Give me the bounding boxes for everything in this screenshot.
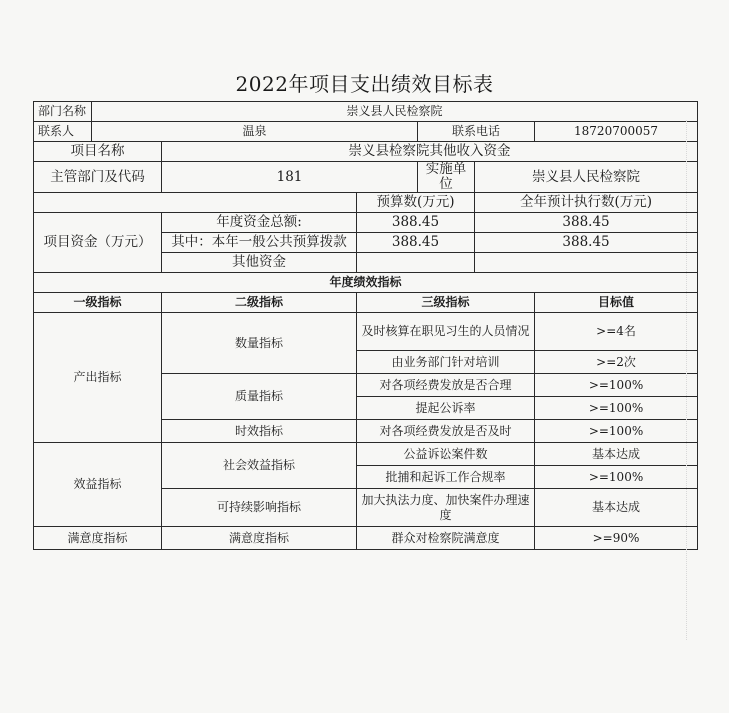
other-exec [475,253,698,273]
sustain-item-1: 加大执法力度、加快案件办理速度 [357,489,535,527]
social-item-1-target: 基本达成 [535,443,698,466]
output-level1: 产出指标 [34,313,162,443]
benefit-level1: 效益指标 [34,443,162,527]
quality-item-1-target: >=100% [535,374,698,397]
quality-item-1: 对各项经费发放是否合理 [357,374,535,397]
impl-value: 崇义县人民检察院 [475,162,698,193]
other-label: 其他资金 [162,253,357,273]
general-label: 其中：本年一般公共预算拨款 [162,233,357,253]
quality-item-2: 提起公诉率 [357,397,535,420]
quantity-item-1-target: >=4名 [535,313,698,351]
general-budget: 388.45 [357,233,475,253]
social-item-2: 批捕和起诉工作合规率 [357,466,535,489]
header-level3: 三级指标 [357,293,535,313]
timeliness-item-1-target: >=100% [535,420,698,443]
phone-value: 18720700057 [535,122,698,142]
timeliness-level2: 时效指标 [162,420,357,443]
satisfaction-level1: 满意度指标 [34,527,162,550]
satisfaction-level2: 满意度指标 [162,527,357,550]
page-title: 2022年项目支出绩效目标表 [235,72,494,96]
phone-label: 联系电话 [418,122,535,142]
row-satisfaction [34,527,698,550]
dept-value: 崇义县人民检察院 [92,102,698,122]
social-item-2-target: >=100% [535,466,698,489]
row-dept [34,102,698,122]
social-level2: 社会效益指标 [162,443,357,489]
performance-goal-table [33,101,698,550]
satisfaction-item-1: 群众对检察院满意度 [357,527,535,550]
general-exec: 388.45 [475,233,698,253]
quality-level2: 质量指标 [162,374,357,420]
row-output-q1 [34,313,698,351]
row-section-title [34,273,698,293]
row-benefit-s1 [34,443,698,466]
contact-value: 温泉 [92,122,418,142]
total-budget: 388.45 [357,213,475,233]
quantity-level2: 数量指标 [162,313,357,374]
quantity-item-1: 及时核算在职见习生的人员情况 [357,313,535,351]
quantity-item-2: 由业务部门针对培训 [357,351,535,374]
row-authority [34,162,698,193]
header-level2: 二级指标 [162,293,357,313]
sustain-level2: 可持续影响指标 [162,489,357,527]
social-item-1: 公益诉讼案件数 [357,443,535,466]
budget-col-header: 预算数(万元) [357,193,475,213]
project-label: 项目名称 [34,142,162,162]
row-project [34,142,698,162]
authority-label: 主管部门及代码 [34,162,162,193]
row-funds-header [34,193,698,213]
satisfaction-item-1-target: >=90% [535,527,698,550]
funds-header-blank [34,193,357,213]
other-budget [357,253,475,273]
scan-margin-rule [686,120,689,640]
dept-label: 部门名称 [34,102,92,122]
header-target: 目标值 [535,293,698,313]
funds-label: 项目资金（万元） [34,213,162,273]
row-indicator-headers [34,293,698,313]
sustain-item-1-target: 基本达成 [535,489,698,527]
project-value: 崇义县检察院其他收入资金 [162,142,698,162]
total-label: 年度资金总额: [162,213,357,233]
quality-item-2-target: >=100% [535,397,698,420]
section-title: 年度绩效指标 [34,273,698,293]
authority-code: 181 [162,162,418,193]
contact-label: 联系人 [34,122,92,142]
row-funds-total [34,213,698,233]
header-level1: 一级指标 [34,293,162,313]
exec-col-header: 全年预计执行数(万元) [475,193,698,213]
quantity-item-2-target: >=2次 [535,351,698,374]
timeliness-item-1: 对各项经费发放是否及时 [357,420,535,443]
total-exec: 388.45 [475,213,698,233]
impl-label: 实施单位 [418,162,475,193]
row-contact [34,122,698,142]
